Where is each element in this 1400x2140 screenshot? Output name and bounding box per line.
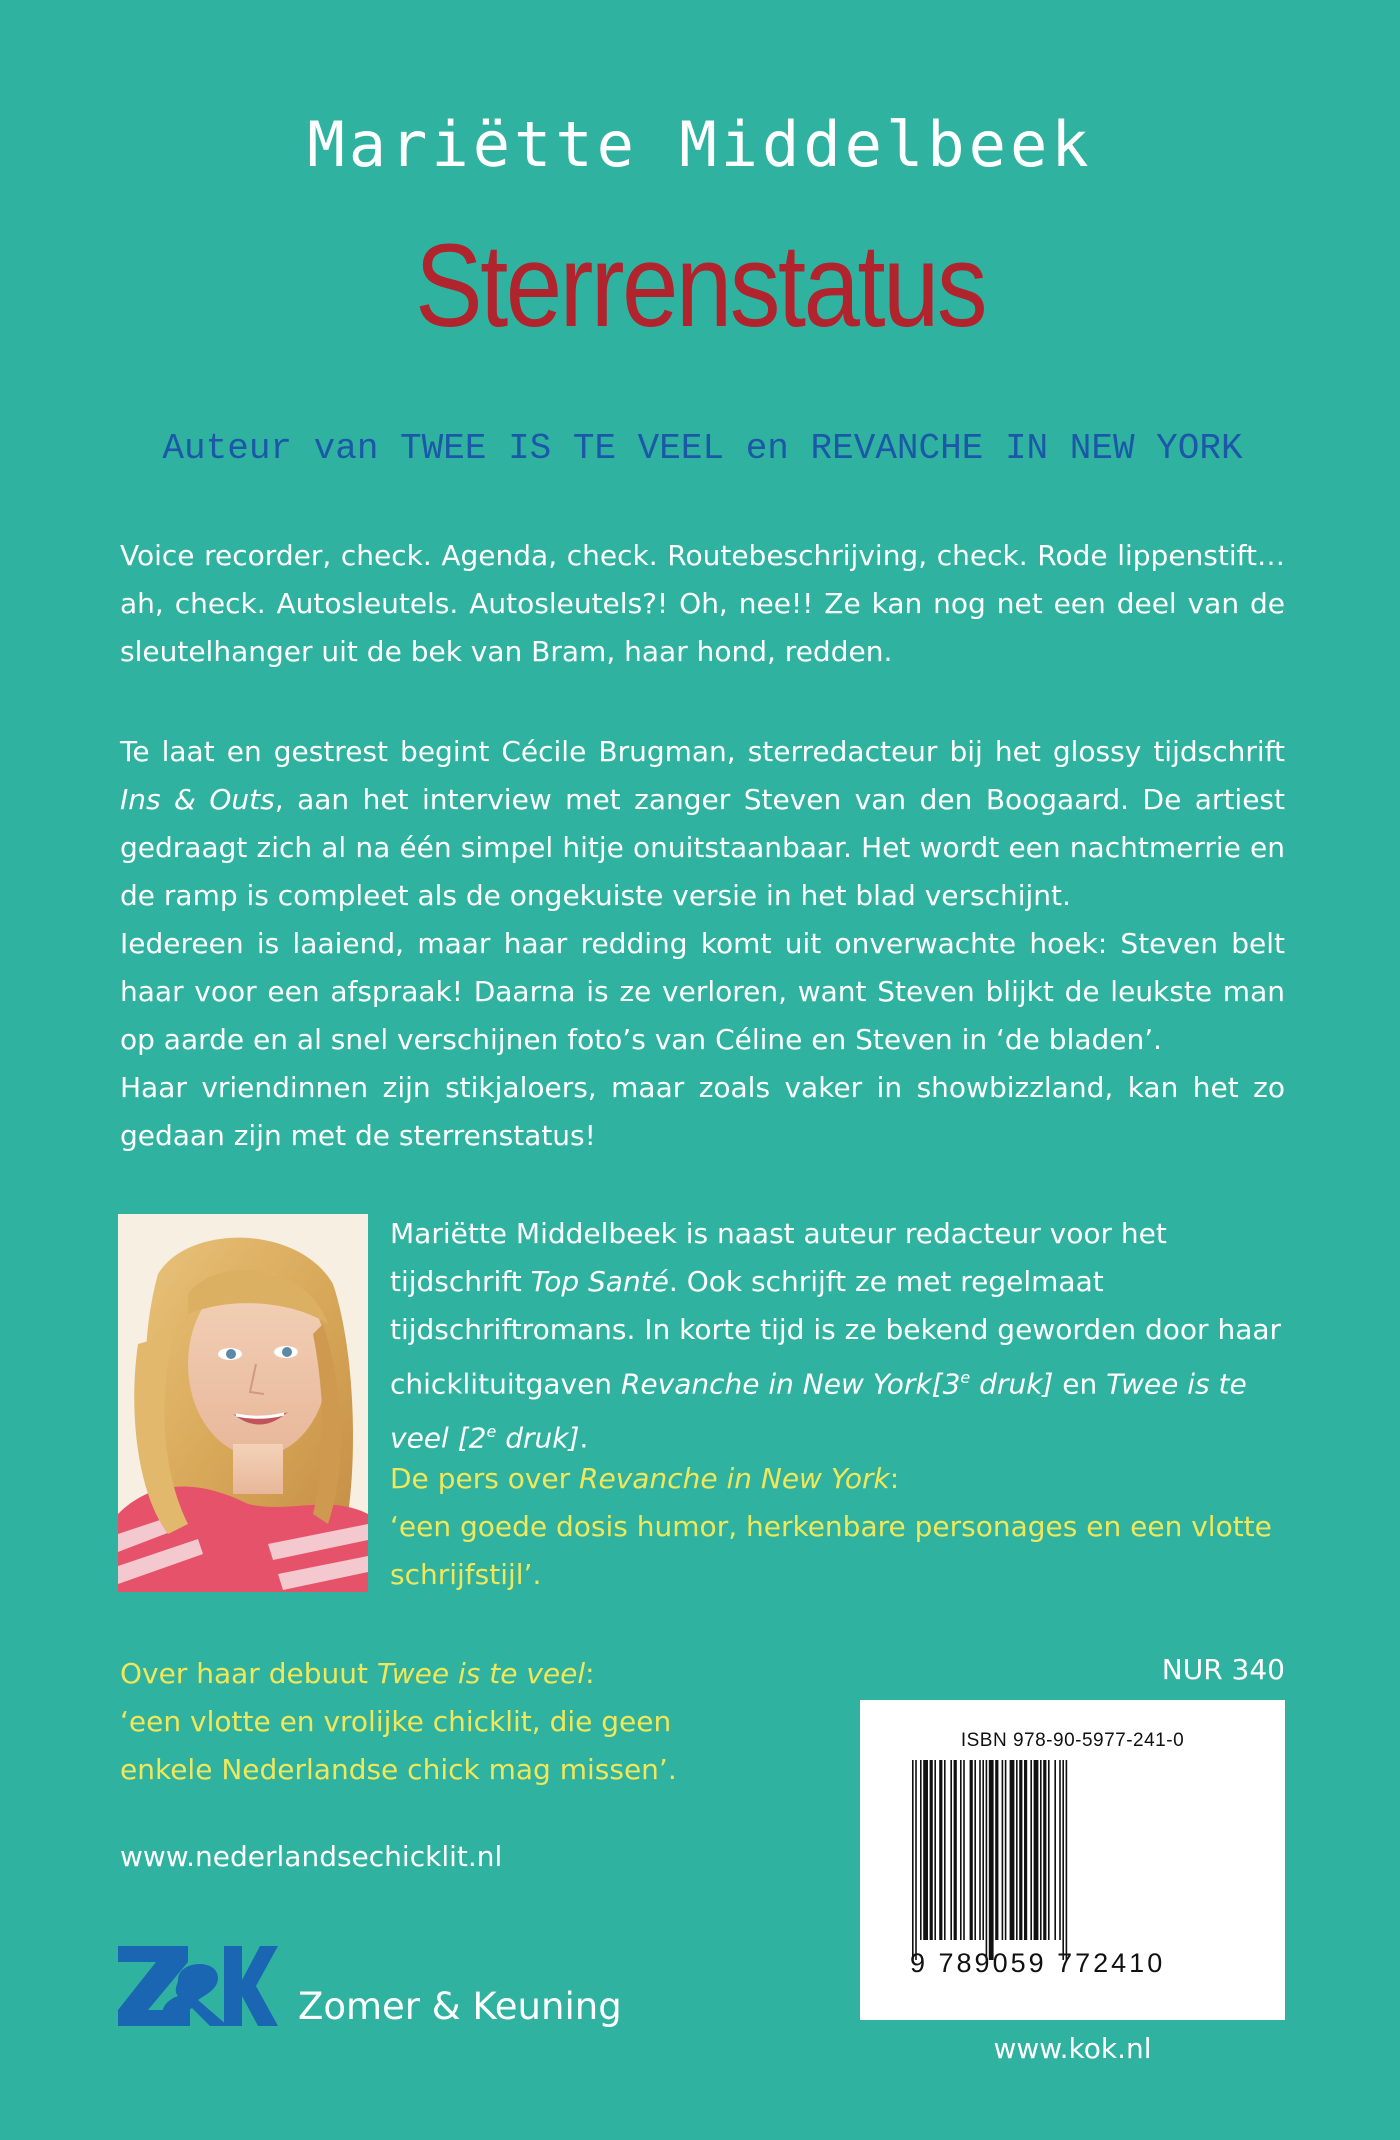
barcode-bar — [1048, 1760, 1050, 1940]
barcode-bar — [950, 1760, 952, 1940]
book-title: Sterrenstatus — [415, 220, 985, 352]
isbn-barcode — [860, 1700, 1285, 2020]
debut-quote-text: ‘een vlotte en vrolijke chicklit, die geen enkele Nederlandse chick mag missen’. — [120, 1705, 677, 1786]
author-name: Mariëtte Middelbeek — [307, 108, 1093, 181]
barcode-bar — [986, 1760, 988, 1960]
edition-note: druk] — [970, 1367, 1054, 1401]
nur-code: NUR 340 — [1161, 1653, 1285, 1686]
story-text: , aan het interview met zanger Steven van den Boogaard. De artiest gedraagt zich al na één simpel hitje onuitstaanbaar. Het wordt een nachtmerrie en de ramp is compleet als de ongekuiste versie in het blad verschijnt. — [120, 783, 1285, 912]
story-paragraph-3: Haar vriendinnen zijn stikjaloers, maar zoals vaker in showbizzland, kan het zo gedaan zijn met de sterrenstatus! — [120, 1071, 1285, 1152]
debut-intro — [120, 1650, 740, 1698]
tagline: Auteur van TWEE IS TE VEEL en REVANCHE IN NEW YORK — [162, 428, 1243, 469]
bio-text: en — [1053, 1367, 1107, 1401]
bio-text: Mariëtte Middelbeek is naast auteur redacteur voor het tijdschrift — [390, 1217, 1167, 1298]
barcode-bar — [1030, 1760, 1032, 1940]
isbn-label: ISBN 978-90-5977-241-0 — [960, 1730, 1185, 1751]
zk-logo-icon — [118, 1940, 278, 2030]
book-title-revanche: Revanche in New York — [579, 1462, 890, 1495]
barcode-bar — [1059, 1760, 1061, 1940]
blurb-text: Voice recorder, check. Agenda, check. Routebeschrijving, check. Rode lippenstift… ah, check. Autosleutels. Autosleutels?! Oh, nee!! Ze kan nog net een deel van de sleutelhanger uit de bek van Bram, haar hond, redden. — [120, 539, 1285, 668]
publisher-logo — [118, 1940, 278, 2034]
barcode-digits: 9 789059 772410 — [910, 1948, 1166, 1978]
barcode-bar — [1005, 1760, 1007, 1940]
barcode-bar — [979, 1760, 981, 1940]
barcode-bar — [1016, 1760, 1018, 1940]
barcode-bar — [960, 1760, 962, 1940]
barcode-bar — [920, 1760, 922, 1940]
barcode-bar — [963, 1760, 965, 1940]
barcode-bar — [912, 1760, 914, 1960]
barcode-bar — [923, 1760, 928, 1940]
colon: : — [585, 1657, 595, 1690]
story-paragraph-1 — [120, 728, 1285, 920]
barcode-bar — [982, 1760, 984, 1940]
barcode-bar — [974, 1760, 976, 1940]
edition-sup: e — [960, 1368, 971, 1387]
colon: : — [889, 1462, 900, 1495]
press-quote-text: ‘een goede dosis humor, herkenbare personages en een vlotte schrijfstijl’. — [390, 1510, 1272, 1591]
barcode-bar — [954, 1760, 957, 1940]
barcode-bar — [1002, 1760, 1004, 1940]
barcode-bars — [912, 1760, 1237, 1960]
story-paragraph-2: Iedereen is laaiend, maar haar redding komt uit onverwachte hoek: Steven belt haar voor een afspraak! Daarna is ze verloren, want Steven blijkt de leukste man op aarde en al snel verschijnen foto’s van Céline en Steven in ‘de bladen’. — [120, 927, 1285, 1056]
bio-text: . — [579, 1421, 589, 1455]
barcode-bar — [1034, 1760, 1039, 1940]
barcode-bar — [970, 1760, 973, 1940]
story-summary — [120, 728, 1285, 1160]
debut-quote — [120, 1650, 740, 1794]
barcode-bar — [915, 1760, 917, 1960]
story-text: Te laat en gestrest begint Cécile Brugman, sterredacteur bij het glossy tijdschrift — [120, 735, 1285, 768]
press-quote — [390, 1455, 1290, 1599]
barcode-bar — [1066, 1760, 1068, 1960]
barcode-bar — [995, 1760, 998, 1940]
barcode-bar — [934, 1760, 936, 1940]
edition-note: [2 — [448, 1421, 487, 1455]
edition-note: [3 — [931, 1367, 961, 1401]
barcode-bar — [1024, 1760, 1027, 1940]
author-portrait-image — [118, 1214, 368, 1592]
publisher-website[interactable]: www.kok.nl — [993, 2032, 1152, 2065]
press-intro — [390, 1455, 1290, 1503]
magazine-name: Top Santé — [530, 1265, 669, 1298]
barcode-bar — [1062, 1760, 1064, 1960]
edition-note: druk] — [496, 1421, 580, 1455]
barcode-bar — [1043, 1760, 1046, 1940]
author-bio — [390, 1210, 1290, 1463]
bio-text: . Ook schrijft ze met regelmaat tijdschriftromans. In korte tijd is ze bekend geworden door haar chicklituitgaven — [390, 1265, 1282, 1401]
barcode-bar — [989, 1760, 994, 1960]
debut-intro-text: Over haar debuut — [120, 1657, 377, 1690]
book-title-revanche: Revanche in New York — [620, 1367, 932, 1401]
barcode-bar — [1040, 1760, 1042, 1940]
barcode-bar — [1019, 1760, 1022, 1940]
barcode-bar — [939, 1760, 942, 1940]
book-title-twee: Twee is te veel — [376, 1657, 586, 1690]
website-link[interactable]: www.nederlandsechicklit.nl — [120, 1840, 503, 1873]
blurb — [120, 532, 1285, 676]
bio-paragraph — [390, 1210, 1290, 1463]
book-title-twee: Twee is te veel — [390, 1367, 1247, 1455]
edition-sup: e — [486, 1422, 497, 1442]
barcode-bar — [1010, 1760, 1015, 1940]
magazine-name: Ins & Outs — [120, 783, 275, 816]
press-intro-text: De pers over — [390, 1462, 580, 1495]
publisher-name: Zomer & Keuning — [298, 1985, 622, 2028]
author-photo — [118, 1214, 368, 1592]
barcode-bar — [930, 1760, 933, 1940]
barcode-bar — [1054, 1760, 1056, 1940]
barcode-bar — [944, 1760, 946, 1940]
